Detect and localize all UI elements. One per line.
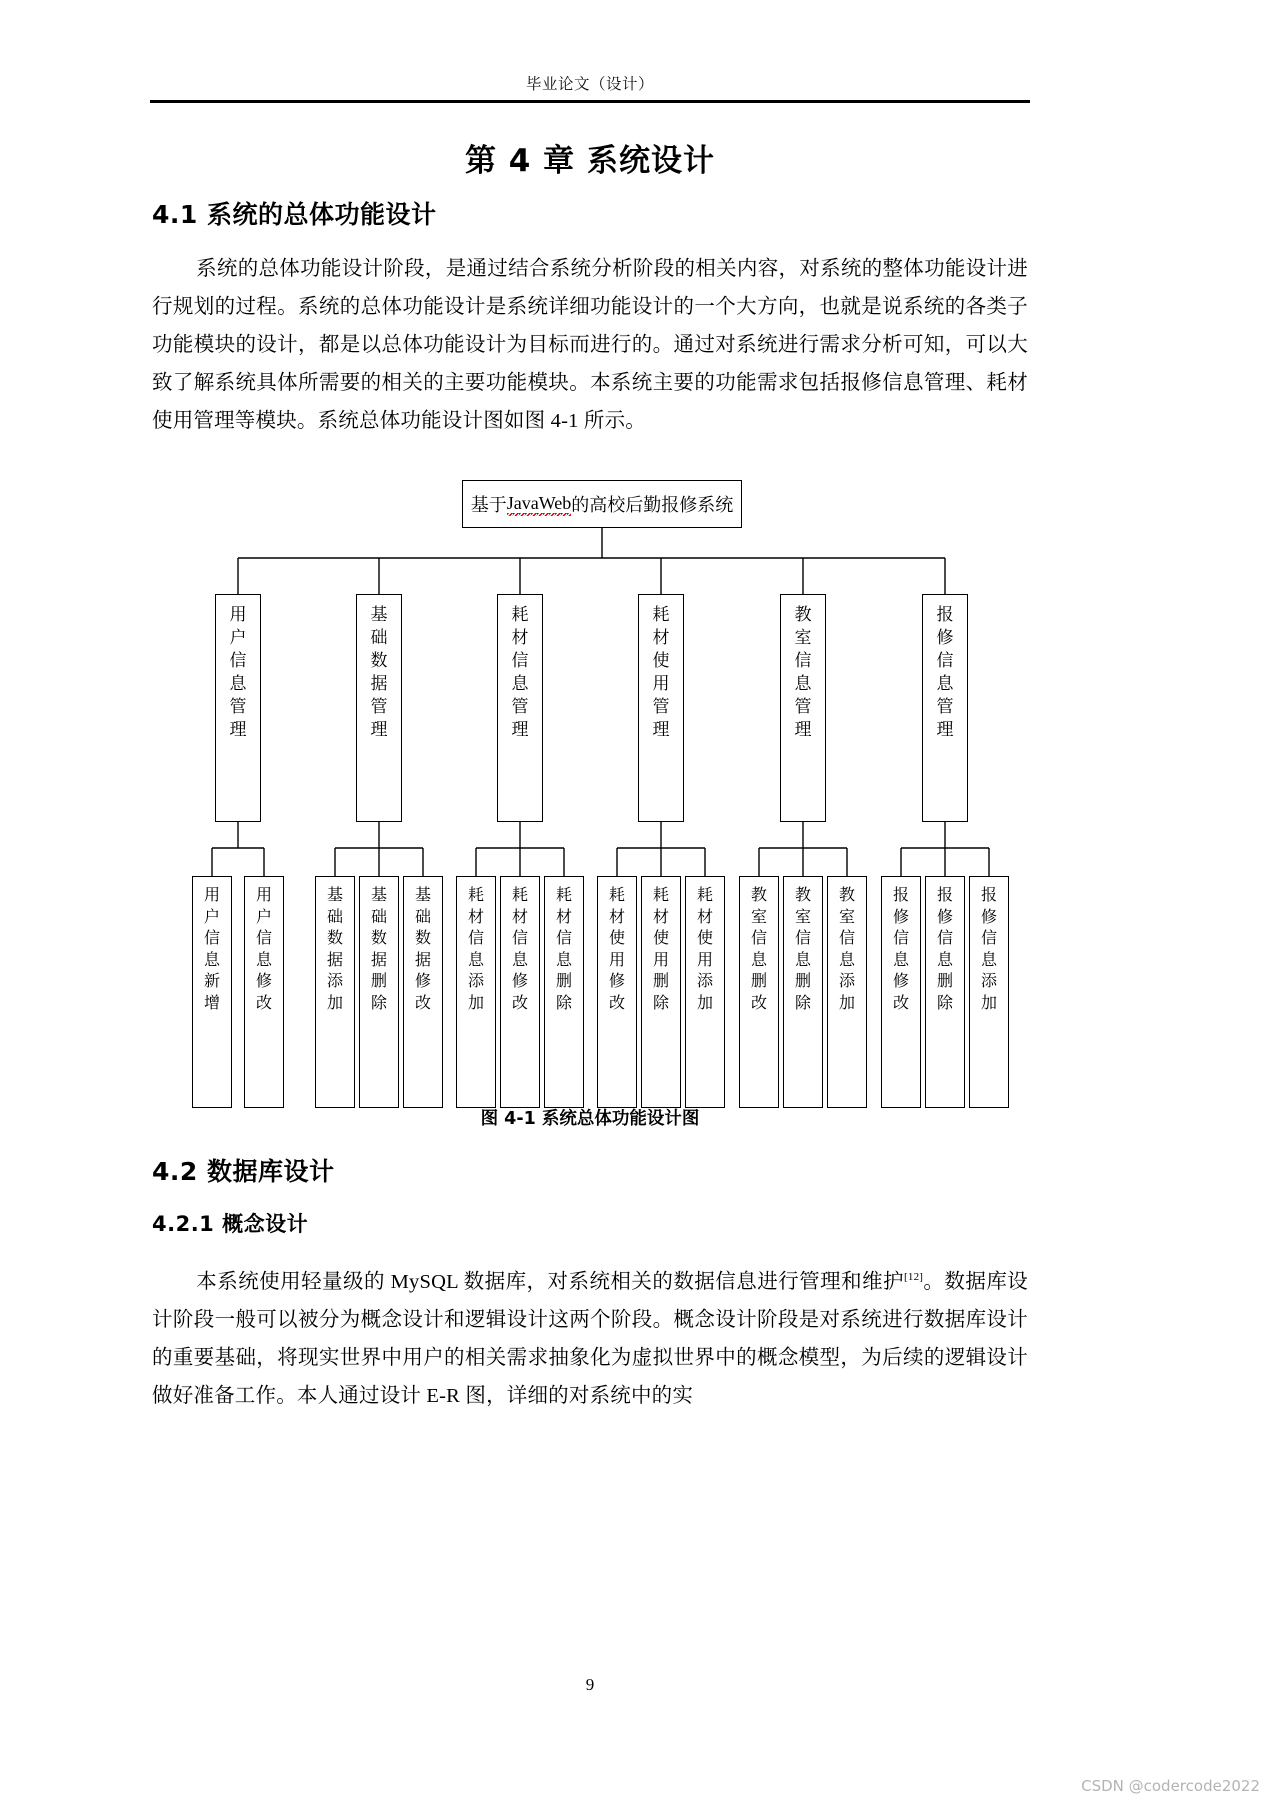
- node-label: 用 户 信 息 新 增: [203, 887, 220, 1012]
- node-label: 教 室 信 息 删 除: [794, 887, 811, 1012]
- heading-4-2: 4.2 数据库设计: [152, 1157, 335, 1186]
- page-number: 9: [585, 1675, 595, 1694]
- node-label: 耗 材 信 息 管 理: [511, 605, 529, 739]
- node-label: 报 修 信 息 管 理: [936, 605, 954, 739]
- figure-4-1: [150, 470, 1030, 1129]
- chapter-title: 第 4 章 系统设计: [465, 143, 715, 179]
- diagram-leaf-base-data-add: [315, 876, 355, 1108]
- root-prefix: 基于: [470, 495, 507, 515]
- node-label: 耗 材 信 息 添 加: [467, 887, 484, 1012]
- diagram-leaf-classroom-info-delete: [783, 876, 823, 1108]
- diagram-leaf-user-info-edit: [244, 876, 284, 1108]
- node-label: 耗 材 使 用 添 加: [696, 887, 713, 1012]
- root-tech-term: JavaWeb: [507, 493, 572, 516]
- heading-4-1: 4.1 系统的总体功能设计: [152, 200, 437, 229]
- diagram-leaf-classroom-info-add: [827, 876, 867, 1108]
- paragraph-4-1: [152, 250, 1028, 440]
- node-label: 耗 材 信 息 删 除: [555, 887, 572, 1012]
- node-label: 耗 材 使 用 管 理: [652, 605, 670, 739]
- paragraph-4-2-1-text-a: 本系统使用轻量级的 MySQL 数据库，对系统相关的数据信息进行管理和维护: [196, 1270, 905, 1293]
- heading-4-2-1: 4.2.1 概念设计: [152, 1212, 309, 1236]
- node-label: 基 础 数 据 删 除: [370, 887, 387, 1012]
- diagram-node-base-data-management: [356, 594, 402, 822]
- diagram-leaf-consumable-usage-edit: [597, 876, 637, 1108]
- root-suffix: 的高校后勤报修系统: [571, 495, 734, 515]
- diagram-leaf-consumable-info-add: [456, 876, 496, 1108]
- diagram-leaf-consumable-info-edit: [500, 876, 540, 1108]
- node-label: 教 室 信 息 添 加: [838, 887, 855, 1012]
- node-label: 耗 材 使 用 修 改: [608, 887, 625, 1012]
- running-header: 毕业论文（设计）: [525, 76, 654, 93]
- page-content: [150, 0, 1030, 1811]
- diagram-leaf-repair-info-add: [969, 876, 1009, 1108]
- node-label: 耗 材 信 息 修 改: [511, 887, 528, 1012]
- node-label: 用 户 信 息 管 理: [229, 605, 247, 739]
- diagram-node-user-info-management: [215, 594, 261, 822]
- diagram-leaf-base-data-delete: [359, 876, 399, 1108]
- diagram-leaf-consumable-info-delete: [544, 876, 584, 1108]
- diagram-leaf-classroom-info-edit: [739, 876, 779, 1108]
- node-label: 教 室 信 息 管 理: [794, 605, 812, 739]
- paragraph-4-2-1-text-b: 。数据库设计阶段一般可以被分为概念设计和逻辑设计这两个阶段。概念设计阶段是对系统进行数据库设计的重要基础，将现实世界中用户的相关需求抽象化为虚拟世界中的概念模型，为后续的逻辑设计做好准备工作。本人通过设计 E-R 图，详细的对系统中的实: [152, 1270, 1029, 1407]
- node-label: 基 础 数 据 管 理: [370, 605, 388, 739]
- diagram-leaf-user-info-add: [192, 876, 232, 1108]
- paragraph-4-2-1: [152, 1258, 1028, 1415]
- node-label: 报 修 信 息 修 改: [892, 887, 909, 1012]
- header-rule: [150, 100, 1030, 103]
- node-label: 耗 材 使 用 删 除: [652, 887, 669, 1012]
- diagram-node-consumable-info-management: [497, 594, 543, 822]
- diagram-leaf-consumable-usage-add: [685, 876, 725, 1108]
- diagram-node-classroom-info-management: [780, 594, 826, 822]
- diagram-root-node: [462, 480, 742, 528]
- node-label: 基 础 数 据 添 加: [326, 887, 343, 1012]
- node-label: 用 户 信 息 修 改: [255, 887, 272, 1012]
- paragraph-4-1-text: 系统的总体功能设计阶段，是通过结合系统分析阶段的相关内容，对系统的整体功能设计进行规划的过程。系统的总体功能设计是系统详细功能设计的一个大方向，也就是说系统的各类子功能模块的设计，都是以总体功能设计为目标而进行的。通过对系统进行需求分析可知，可以大致了解系统具体所需要的相关的主要功能模块。本系统主要的功能需求包括报修信息管理、耗材使用管理等模块。系统总体功能设计图如图 4-1 所示。: [152, 258, 1028, 432]
- node-label: 报 修 信 息 添 加: [980, 887, 997, 1012]
- node-label: 基 础 数 据 修 改: [414, 887, 431, 1012]
- diagram-node-consumable-usage-management: [638, 594, 684, 822]
- diagram-node-repair-info-management: [922, 594, 968, 822]
- node-label: 教 室 信 息 删 改: [750, 887, 767, 1012]
- node-label: 报 修 信 息 删 除: [936, 887, 953, 1012]
- citation-marker: [12]: [904, 1271, 924, 1283]
- figure-caption: 图 4-1 系统总体功能设计图: [480, 1109, 700, 1129]
- diagram-leaf-repair-info-edit: [881, 876, 921, 1108]
- csdn-watermark: CSDN @codercode2022: [1081, 1777, 1260, 1795]
- diagram-leaf-repair-info-delete: [925, 876, 965, 1108]
- diagram-leaf-consumable-usage-delete: [641, 876, 681, 1108]
- diagram-leaf-base-data-edit: [403, 876, 443, 1108]
